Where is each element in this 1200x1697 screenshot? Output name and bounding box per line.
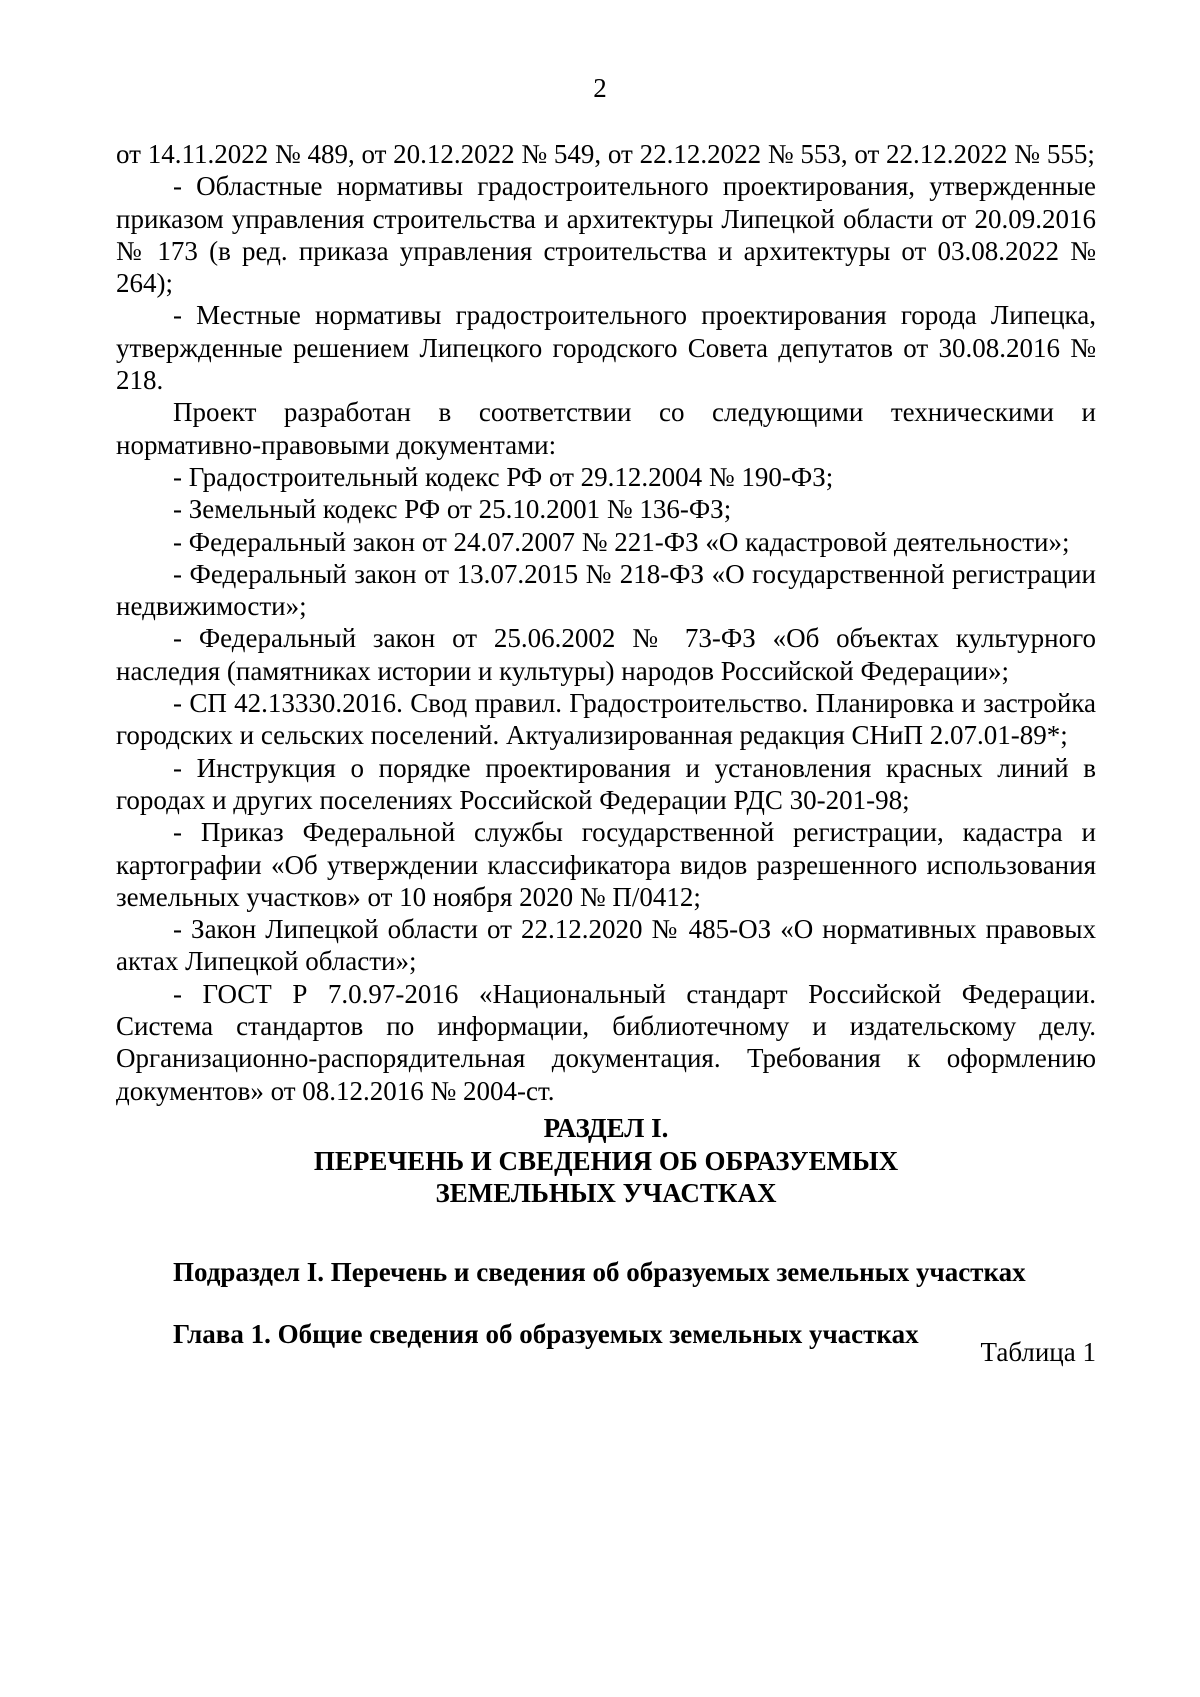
list-item-rds-instruction: - Инструкция о порядке проектирования и установления красных линий в городах и других поселениях Российской Федерации РДС 30-201-98;	[116, 752, 1096, 815]
page-number: 2	[593, 73, 607, 103]
list-item-law-221: - Федеральный закон от 24.07.2007 № 221-ФЗ «О кадастровой деятельности»;	[173, 526, 1070, 557]
list-item-lipetsk-law: - Закон Липецкой области от 22.12.2020 № 485-ОЗ «О нормативных правовых актах Липецкой области»;	[116, 914, 1096, 977]
list-item-law-73: - Федеральный закон от 25.06.2002 № 73-ФЗ «Об объектах культурного наследия (памятниках истории и культуры) народов Российской Федерации»;	[116, 623, 1096, 686]
paragraph-continuation: от 14.11.2022 № 489, от 20.12.2022 № 549, от 22.12.2022 № 553, от 22.12.2022 № 555;	[116, 139, 1095, 169]
list-item-urban-code: - Градостроительный кодекс РФ от 29.12.2004 № 190-ФЗ;	[173, 461, 834, 492]
paragraph-local-norms: - Местные нормативы градостроительного проектирования города Липецка, утвержденные решением Липецкого городского Совета депутатов от 30.08.2016 № 218.	[116, 300, 1096, 396]
list-item-sp-42: - СП 42.13330.2016. Свод правил. Градостроительство. Планировка и застройка городских и сельских поселений. Актуализированная редакция СНиП 2.07.01-89*;	[116, 688, 1096, 751]
list-item-gost: - ГОСТ Р 7.0.97-2016 «Национальный стандарт Российской Федерации. Система стандартов по информации, библиотечному и издательскому делу. Организационно-распорядительная документация. Требования к оформлению документов» от 08.12.2016 № 2004-ст.	[116, 978, 1096, 1106]
table-label: Таблица 1	[980, 1337, 1096, 1367]
section-title-line-3: ЗЕМЕЛЬНЫХ УЧАСТКАХ	[435, 1178, 777, 1208]
list-item-land-code: - Земельный кодекс РФ от 25.10.2001 № 136-ФЗ;	[173, 494, 732, 525]
list-item-law-218: - Федеральный закон от 13.07.2015 № 218-ФЗ «О государственной регистрации недвижимости»;	[116, 558, 1096, 622]
paragraph-project-basis: Проект разработан в соответствии со следующими техническими и нормативно-правовыми документами:	[116, 397, 1096, 460]
paragraph-regional-norms: - Областные нормативы градостроительного проектирования, утвержденные приказом управления строительства и архитектуры Липецкой области от 20.09.2016 № 173 (в ред. приказа управления строительства и архитектуры от 03.08.2022 № 264);	[116, 171, 1096, 299]
chapter-title: Глава 1. Общие сведения об образуемых земельных участках	[173, 1318, 919, 1349]
section-title-line-1: РАЗДЕЛ I.	[543, 1113, 669, 1143]
section-headings	[116, 1112, 1096, 1350]
section-title-line-2: ПЕРЕЧЕНЬ И СВЕДЕНИЯ ОБ ОБРАЗУЕМЫХ	[313, 1145, 899, 1176]
document-body	[116, 138, 1096, 1107]
list-item-rosreestr-order: - Приказ Федеральной службы государственной регистрации, кадастра и картографии «Об утверждении классификатора видов разрешенного использования земельных участков» от 10 ноября 2020 № П/0412;	[116, 817, 1096, 912]
subsection-title: Подраздел I. Перечень и сведения об образуемых земельных участках	[173, 1256, 1026, 1287]
